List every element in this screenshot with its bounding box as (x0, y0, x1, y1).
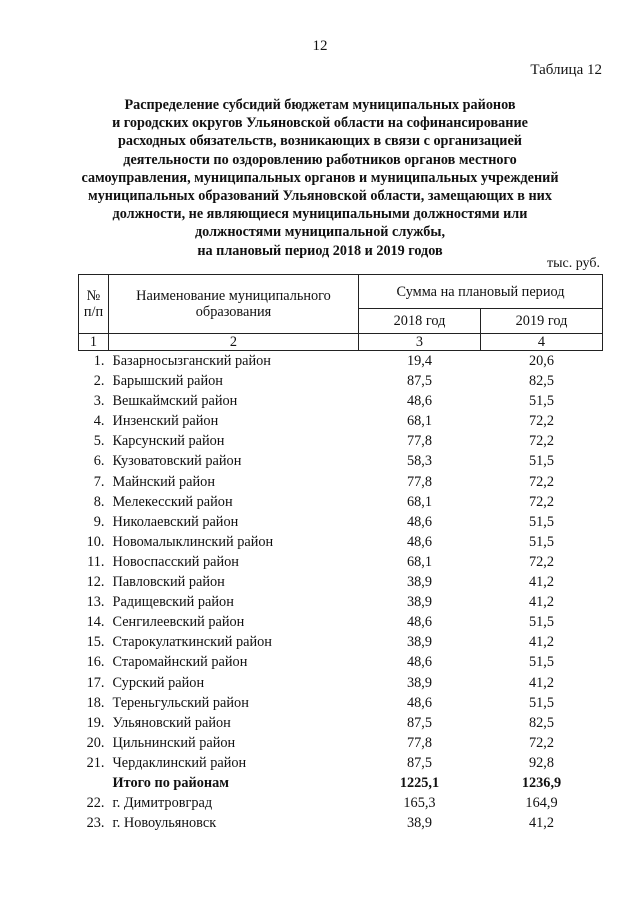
row-name: Чердаклинский район (112, 754, 247, 771)
row-number: 3. (93, 393, 105, 410)
table-row (79, 391, 603, 411)
table-label: Таблица 12 (530, 62, 602, 78)
row-value-2019: 72,2 (528, 413, 555, 430)
row-value-2019: 1236,9 (521, 774, 562, 791)
header-name: Наименование муниципального образования (109, 275, 359, 334)
row-name: Сурский район (112, 674, 205, 691)
row-number: 7. (93, 473, 105, 490)
title-line: муниципальных образований Ульяновской области, замещающих в них (88, 188, 552, 205)
row-number: 14. (86, 614, 105, 631)
row-number: 23. (86, 815, 105, 832)
row-value-2019: 51,5 (528, 513, 555, 530)
row-name: Барышский район (112, 373, 223, 390)
subsidy-table (78, 274, 603, 833)
table-row (79, 612, 603, 632)
row-name: Старокулаткинский район (112, 634, 272, 651)
header-col-1: 1 (79, 334, 109, 351)
row-value-2019: 164,9 (525, 795, 558, 812)
row-value-2018: 48,6 (406, 513, 433, 530)
row-value-2019: 51,5 (528, 453, 555, 470)
row-value-2018: 1225,1 (399, 774, 440, 791)
row-value-2018: 77,8 (406, 734, 433, 751)
table-row (79, 431, 603, 451)
table-row (79, 733, 603, 753)
row-value-2018: 68,1 (406, 493, 433, 510)
row-number: 15. (86, 634, 105, 651)
row-value-2018: 19,4 (406, 353, 433, 369)
row-value-2019: 51,5 (528, 614, 555, 631)
row-value-2018: 165,3 (403, 795, 436, 812)
row-name: Новомалыклинский район (112, 533, 274, 550)
row-value-2018: 38,9 (406, 634, 433, 651)
row-number: 13. (86, 594, 105, 611)
table-row (79, 813, 603, 833)
row-number: 4. (93, 413, 105, 430)
row-number: 21. (86, 754, 105, 771)
row-value-2019: 72,2 (528, 473, 555, 490)
row-name: Цильнинский район (112, 734, 236, 751)
row-value-2018: 38,9 (406, 574, 433, 591)
row-value-2019: 41,2 (528, 815, 555, 832)
row-name: Базарносызганский район (112, 353, 271, 369)
row-value-2018: 58,3 (406, 453, 433, 470)
row-name: Тереньгульский район (112, 694, 249, 711)
title-line: самоуправления, муниципальных органов и муниципальных учреждений (81, 169, 559, 186)
row-value-2019: 41,2 (528, 574, 555, 591)
table-row (79, 592, 603, 612)
row-value-2019: 51,5 (528, 533, 555, 550)
row-number: 20. (86, 734, 105, 751)
table-row (79, 371, 603, 391)
row-value-2019: 82,5 (528, 373, 555, 390)
table-row (79, 351, 603, 372)
row-number: 1. (93, 353, 105, 369)
row-value-2019: 72,2 (528, 493, 555, 510)
row-number: 22. (86, 795, 105, 812)
row-value-2018: 48,6 (406, 654, 433, 671)
table-body (79, 351, 603, 834)
row-name: Радищевский район (112, 594, 234, 611)
row-value-2019: 41,2 (528, 674, 555, 691)
row-name: Николаевский район (112, 513, 239, 530)
row-name: Кузоватовский район (112, 453, 242, 470)
row-name: Мелекесский район (112, 493, 233, 510)
table-row (79, 673, 603, 693)
header-col-3: 3 (359, 334, 481, 351)
document-title (60, 96, 580, 260)
table-row (79, 693, 603, 713)
row-number: 12. (86, 574, 105, 591)
row-number: 18. (86, 694, 105, 711)
row-name: Ульяновский район (112, 714, 231, 731)
row-number (79, 773, 109, 793)
table-row (79, 713, 603, 733)
row-number: 19. (86, 714, 105, 731)
row-value-2019: 72,2 (528, 433, 555, 450)
row-name: Павловский район (112, 574, 225, 591)
row-number: 6. (93, 453, 105, 470)
header-col-2: 2 (109, 334, 359, 351)
row-number: 10. (86, 533, 105, 550)
title-line: Распределение субсидий бюджетам муниципальных районов (124, 97, 516, 113)
row-number: 9. (93, 513, 105, 530)
row-value-2019: 51,5 (528, 393, 555, 410)
row-name: г. Димитровград (112, 795, 213, 812)
table-row (79, 552, 603, 572)
row-value-2019: 92,8 (528, 754, 555, 771)
row-number: 17. (86, 674, 105, 691)
row-value-2018: 77,8 (406, 473, 433, 490)
row-number: 2. (93, 373, 105, 390)
row-value-2019: 41,2 (528, 634, 555, 651)
title-line: расходных обязательств, возникающих в связи с организацией (118, 133, 522, 150)
header-num: № п/п (79, 275, 109, 334)
row-name: Вешкаймский район (112, 393, 238, 410)
page-number: 12 (312, 38, 328, 54)
row-name: Майнский район (112, 473, 215, 490)
row-value-2019: 20,6 (528, 353, 555, 369)
header-2019: 2019 год (481, 309, 603, 334)
table-row (79, 411, 603, 431)
header-sum: Сумма на плановый период (359, 275, 603, 309)
row-name: Новоспасский район (112, 553, 239, 570)
table-row (79, 652, 603, 672)
table-row (79, 451, 603, 471)
row-value-2018: 87,5 (406, 754, 433, 771)
title-line: должностями муниципальной службы, (194, 224, 446, 241)
row-value-2018: 48,6 (406, 614, 433, 631)
header-2018: 2018 год (359, 309, 481, 334)
row-name: Итого по районам (112, 774, 230, 791)
row-value-2018: 68,1 (406, 553, 433, 570)
row-value-2018: 77,8 (406, 433, 433, 450)
table-row (79, 793, 603, 813)
row-value-2018: 38,9 (406, 594, 433, 611)
row-value-2019: 41,2 (528, 594, 555, 611)
row-name: Карсунский район (112, 433, 225, 450)
row-value-2019: 72,2 (528, 734, 555, 751)
row-value-2018: 68,1 (406, 413, 433, 430)
row-value-2019: 51,5 (528, 654, 555, 671)
row-value-2018: 38,9 (406, 674, 433, 691)
title-line: должности, не являющиеся муниципальными должностями или (112, 206, 528, 223)
row-value-2019: 72,2 (528, 553, 555, 570)
title-line: деятельности по оздоровлению работников органов местного (123, 151, 517, 168)
row-value-2019: 51,5 (528, 694, 555, 711)
table-row (79, 632, 603, 652)
table-row (79, 472, 603, 492)
row-name: Старомайнский район (112, 654, 248, 671)
table-header (79, 275, 603, 351)
total-row (79, 773, 603, 793)
table-row (79, 492, 603, 512)
row-value-2019: 82,5 (528, 714, 555, 731)
title-line: и городских округов Ульяновской области на софинансирование (112, 115, 528, 132)
row-number: 16. (86, 654, 105, 671)
row-value-2018: 38,9 (406, 815, 433, 832)
row-name: Инзенский район (112, 413, 219, 430)
row-number: 5. (93, 433, 105, 450)
table-row (79, 572, 603, 592)
row-value-2018: 87,5 (406, 714, 433, 731)
table-row (79, 753, 603, 773)
row-name: г. Новоульяновск (112, 815, 217, 832)
title-line: на плановый период 2018 и 2019 годов (197, 242, 443, 259)
row-value-2018: 87,5 (406, 373, 433, 390)
table-row (79, 512, 603, 532)
row-number: 8. (93, 493, 105, 510)
row-value-2018: 48,6 (406, 533, 433, 550)
row-name: Сенгилеевский район (112, 614, 245, 631)
table-row (79, 532, 603, 552)
units-label: тыс. руб. (547, 256, 600, 271)
row-number: 11. (87, 553, 105, 570)
row-value-2018: 48,6 (406, 694, 433, 711)
row-value-2018: 48,6 (406, 393, 433, 410)
header-col-4: 4 (481, 334, 603, 351)
